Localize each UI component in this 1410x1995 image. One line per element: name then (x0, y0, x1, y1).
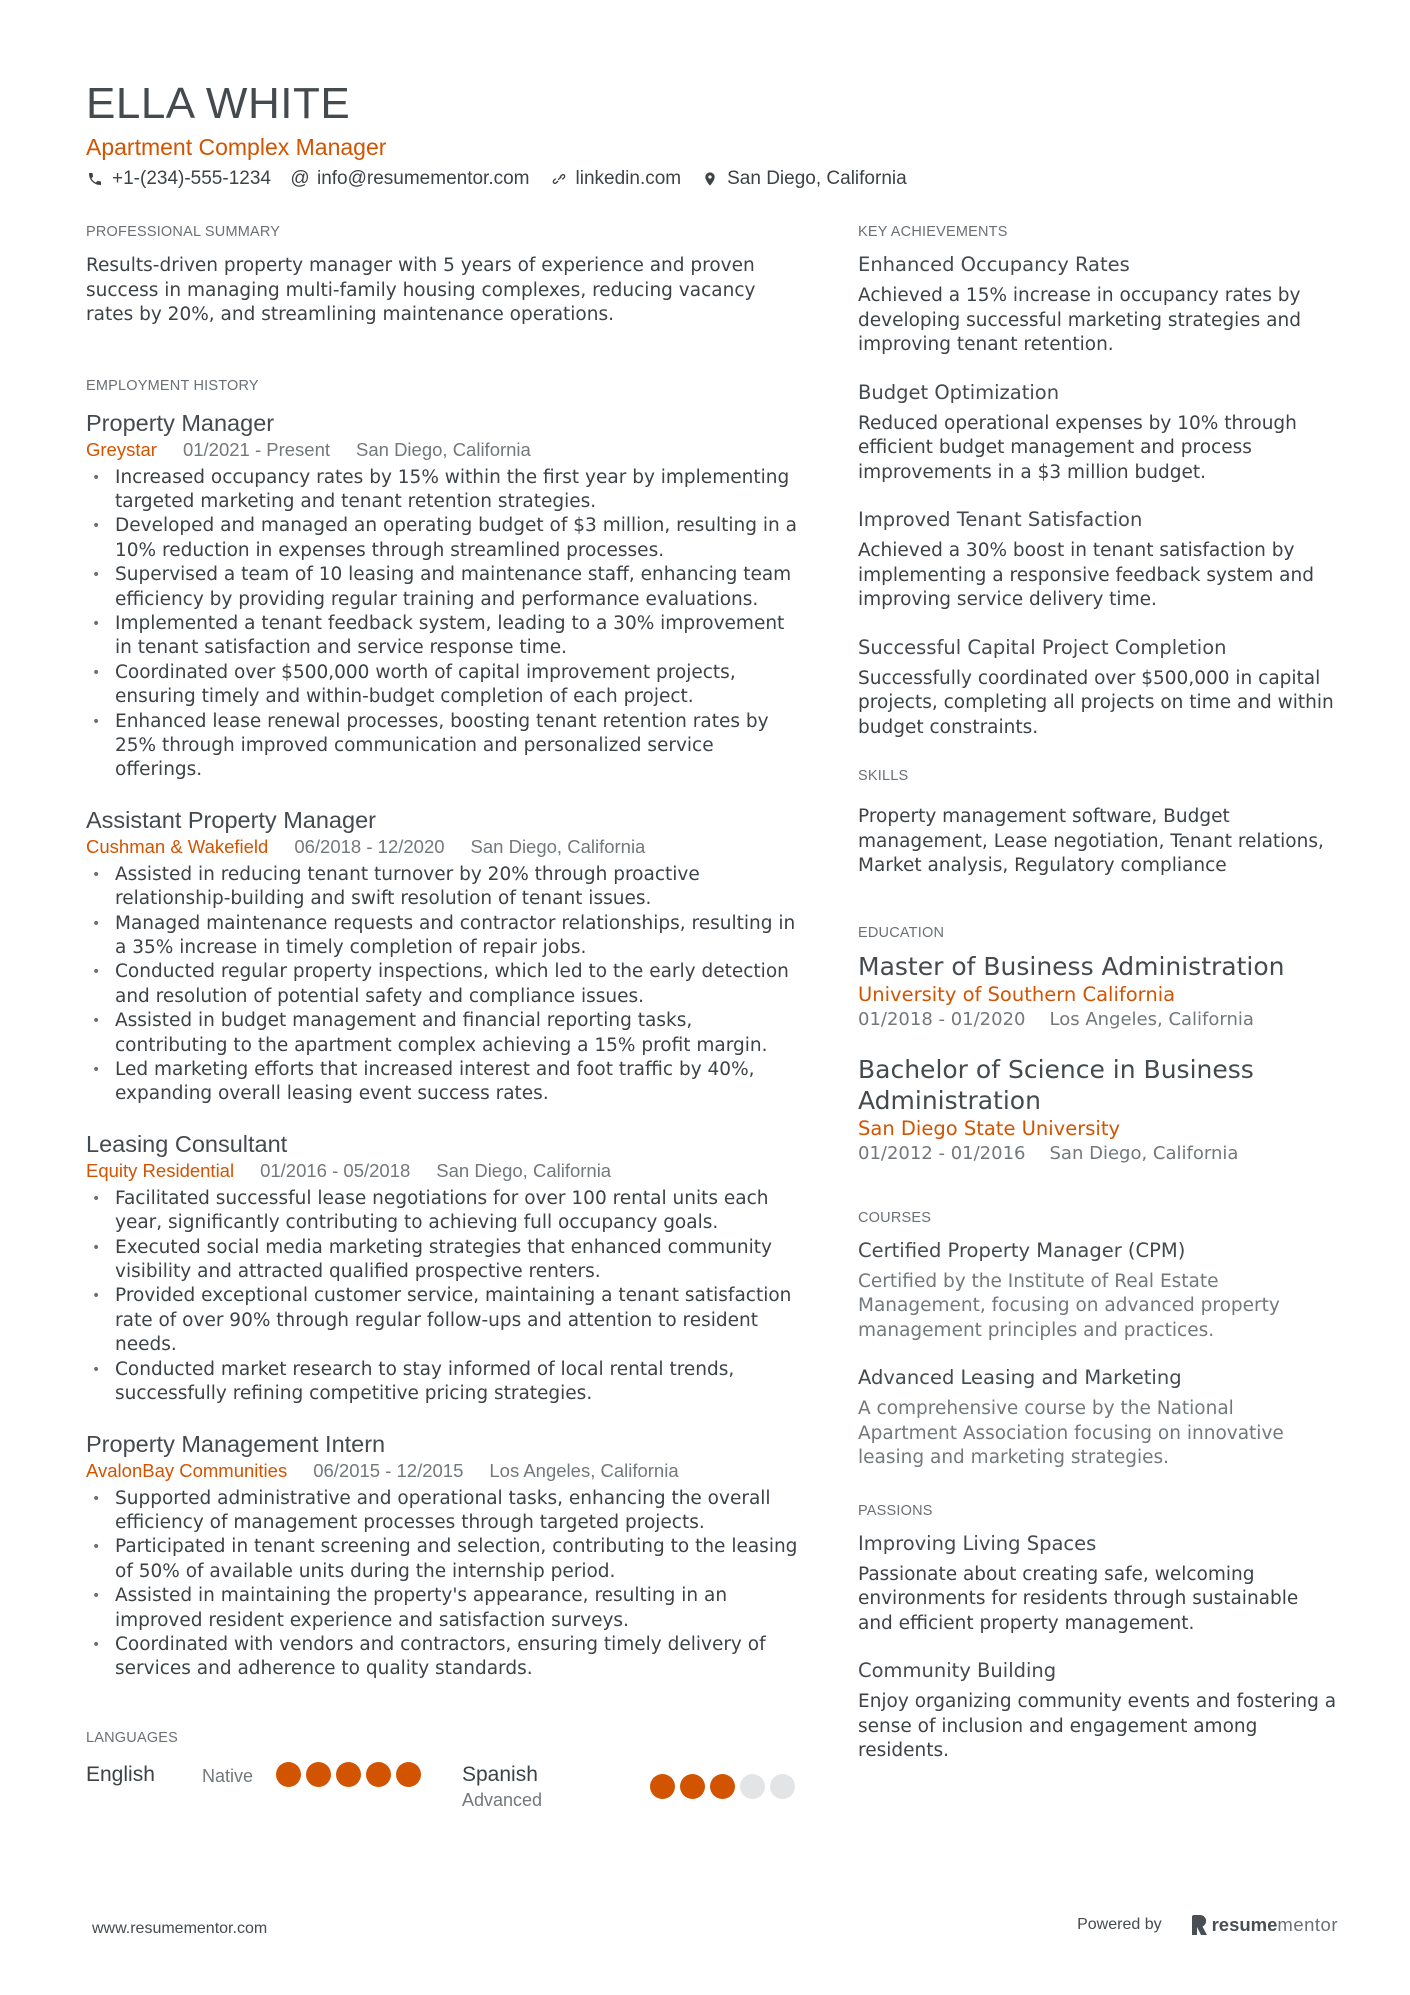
bullet-dot-icon: • (92, 664, 101, 681)
achievement-desc: Reduced operational expenses by 10% through efficient budget management and process improvements in a $3 million budget. (858, 412, 1297, 483)
bullet-item (86, 1284, 806, 1357)
bullet-text: Developed and managed an operating budget of $3 million, resulting in a 10% reduction in expenses through streamlined processes. (115, 515, 797, 561)
education-list (858, 951, 1338, 1166)
contact-location (701, 166, 907, 192)
education-meta (858, 1142, 1338, 1166)
bullet-dot-icon: • (92, 567, 101, 584)
course-list (858, 1238, 1338, 1471)
bullet-text: Executed social media marketing strategies that enhanced community visibility and attracted qualified prospective renters. (115, 1236, 772, 1283)
achievement-item (858, 380, 1338, 486)
section-heading: EMPLOYMENT HISTORY (86, 377, 259, 394)
bullet-dot-icon: • (92, 1539, 101, 1556)
achievement-item (858, 252, 1338, 358)
education-meta (858, 1008, 1338, 1032)
job-dates: 01/2016 - 05/2018 (260, 1159, 411, 1181)
bullet-dot-icon: • (92, 1588, 101, 1605)
bullet-item (86, 710, 806, 783)
footer-website-link[interactable]: www.resumementor.com (92, 1920, 268, 1937)
language-rating (650, 1774, 800, 1799)
achievement-title: Improved Tenant Satisfaction (858, 508, 1143, 531)
achievement-title: Successful Capital Project Completion (858, 635, 1227, 659)
bullet-text: Conducted regular property inspections, which led to the early detection and resolution of potential safety and compliance issues. (115, 961, 789, 1007)
company-name: Greystar (86, 438, 157, 460)
bullet-item (86, 612, 806, 661)
phone-text: +1-(234)-555-1234 (112, 168, 271, 189)
key-achievements-section (858, 222, 1338, 740)
bullet-dot-icon: • (92, 1190, 101, 1207)
degree-title: Master of Business Administration (858, 951, 1285, 981)
resume-header (86, 78, 1346, 192)
resumementor-logo-icon (1192, 1915, 1207, 1935)
bullet-dot-icon: • (92, 1239, 101, 1256)
bullet-text: Provided exceptional customer service, maintaining a tenant satisfaction rate of over 90% through regular follow-ups and attention to resident needs. (115, 1285, 792, 1356)
rating-dot-empty (740, 1774, 765, 1799)
achievement-item (858, 635, 1338, 741)
rating-dot-filled (366, 1762, 391, 1787)
bullet-item (86, 1535, 806, 1584)
passion-list (858, 1531, 1338, 1764)
map-pin-icon (701, 170, 719, 188)
job-bullets (86, 1187, 806, 1407)
bullet-item (86, 466, 806, 515)
bullet-item (86, 960, 806, 1009)
bullet-text: Facilitated successful lease negotiations for over 100 rental units each year, significantly contributing to achieving full occupancy goals. (115, 1187, 769, 1234)
job-entry (86, 408, 806, 783)
bullet-text: Assisted in reducing tenant turnover by 20% through proactive relationship-building and swift resolution of tenant issues. (115, 863, 700, 910)
bullet-item (86, 863, 806, 912)
left-column (86, 222, 806, 1812)
section-heading: PASSIONS (858, 1502, 933, 1519)
company-name: AvalonBay Communities (86, 1459, 288, 1481)
job-meta (86, 1159, 806, 1183)
right-column (858, 222, 1338, 1764)
language-list (86, 1762, 806, 1812)
passion-desc: Passionate about creating safe, welcoming environments for residents through sustainable and efficient property management. (858, 1563, 1299, 1634)
link-icon (550, 170, 568, 188)
achievement-title: Enhanced Occupancy Rates (858, 253, 1130, 276)
job-bullets (86, 863, 806, 1107)
language-name: Spanish (462, 1762, 538, 1786)
education-section (858, 923, 1338, 1166)
course-title: Advanced Leasing and Marketing (858, 1366, 1182, 1389)
rating-dot-filled (306, 1762, 331, 1787)
course-desc: A comprehensive course by the National Apartment Association focusing on innovative leasing and marketing strategies. (858, 1398, 1284, 1468)
bullet-dot-icon: • (92, 1490, 101, 1507)
company-name: Equity Residential (86, 1159, 235, 1181)
job-title: Assistant Property Manager (86, 806, 376, 833)
job-list (86, 408, 806, 1682)
contact-row (86, 166, 1346, 192)
job-location: San Diego, California (470, 835, 646, 857)
bullet-text: Supervised a team of 10 leasing and maintenance staff, enhancing team efficiency by providing regular training and performance evaluations. (115, 564, 792, 610)
candidate-name: ELLA WHITE (86, 79, 351, 128)
bullet-item (86, 1584, 806, 1633)
employment-history-section (86, 376, 806, 1682)
bullet-dot-icon: • (92, 469, 101, 486)
email-text: info@resumementor.com (316, 168, 530, 189)
rating-dot-filled (396, 1762, 421, 1787)
bullet-item (86, 1058, 806, 1107)
bullet-dot-icon: • (92, 1288, 101, 1305)
achievement-desc: Achieved a 30% boost in tenant satisfaction by implementing a responsive feedback system and improving service delivery time. (858, 540, 1314, 610)
bullet-dot-icon: • (92, 964, 101, 981)
bullet-item (86, 514, 806, 563)
rating-dot-filled (650, 1774, 675, 1799)
summary-text: Results-driven property manager with 5 years of experience and proven success in managing multi-family housing complexes, reducing vacancy rates by 20%, and streamlining maintenance operations. (86, 255, 756, 325)
course-item (858, 1238, 1338, 1344)
rating-dot-filled (680, 1774, 705, 1799)
bullet-text: Supported administrative and operational tasks, enhancing the overall efficiency of management processes through targeted projects. (115, 1487, 771, 1533)
passion-item (858, 1531, 1338, 1637)
courses-section (858, 1208, 1338, 1471)
location-text: San Diego, California (727, 168, 907, 189)
bullet-item (86, 1187, 806, 1236)
rating-dot-filled (276, 1762, 301, 1787)
skills-text: Property management software, Budget management, Lease negotiation, Tenant relations, Market analysis, Regulatory compliance (858, 806, 1324, 876)
job-entry (86, 1129, 806, 1407)
language-item (86, 1762, 462, 1788)
linkedin-text: linkedin.com (575, 168, 682, 189)
achievement-desc: Successfully coordinated over $500,000 in capital projects, completing all projects on time and within budget constraints. (858, 667, 1334, 738)
section-heading: KEY ACHIEVEMENTS (858, 224, 1008, 240)
achievement-list (858, 252, 1338, 740)
contact-email[interactable] (291, 166, 530, 192)
powered-by-label: Powered by (1077, 1916, 1162, 1933)
passion-title: Community Building (858, 1659, 1057, 1682)
bullet-item (86, 1009, 806, 1058)
passion-item (858, 1658, 1338, 1764)
achievement-item (858, 507, 1338, 613)
passion-desc: Enjoy organizing community events and fostering a sense of inclusion and engagement among residents. (858, 1691, 1337, 1761)
resumementor-brand[interactable] (1192, 1914, 1338, 1936)
passions-section (858, 1501, 1338, 1764)
candidate-title: Apartment Complex Manager (86, 134, 387, 160)
bullet-text: Enhanced lease renewal processes, boosting tenant retention rates by 25% through improved communication and personalized service offerings. (115, 710, 769, 781)
bullet-text: Managed maintenance requests and contractor relationships, resulting in a 35% increase in timely completion of repair jobs. (115, 912, 796, 958)
education-location: Los Angeles, California (1049, 1008, 1254, 1030)
bullet-text: Coordinated over $500,000 worth of capital improvement projects, ensuring timely and within-budget completion of each project. (115, 661, 736, 708)
rating-dot-filled (336, 1762, 361, 1787)
bullet-dot-icon: • (92, 1062, 101, 1079)
education-location: San Diego, California (1049, 1142, 1239, 1164)
language-name: English (86, 1762, 155, 1786)
footer-branding (1077, 1914, 1338, 1936)
professional-summary-section (86, 222, 806, 328)
school-name: University of Southern California (858, 982, 1176, 1006)
job-dates: 06/2018 - 12/2020 (294, 835, 445, 857)
course-title: Certified Property Manager (CPM) (858, 1238, 1186, 1262)
bullet-item (86, 1487, 806, 1536)
bullet-dot-icon: • (92, 866, 101, 883)
job-meta (86, 1459, 806, 1483)
company-name: Cushman & Wakefield (86, 835, 269, 857)
bullet-text: Assisted in budget management and financial reporting tasks, contributing to the apartment complex achieving a 15% profit margin. (115, 1010, 768, 1056)
job-dates: 06/2015 - 12/2015 (313, 1459, 464, 1481)
education-item (858, 1054, 1338, 1166)
bullet-dot-icon: • (92, 1013, 101, 1030)
school-name: San Diego State University (858, 1116, 1121, 1140)
rating-dot-empty (770, 1774, 795, 1799)
education-item (858, 951, 1338, 1032)
passion-title: Improving Living Spaces (858, 1531, 1097, 1555)
language-rating (276, 1762, 426, 1787)
brand-light: mentor (1277, 1914, 1338, 1935)
job-meta (86, 438, 806, 462)
section-heading: PROFESSIONAL SUMMARY (86, 224, 281, 240)
bullet-item (86, 1633, 806, 1682)
bullet-text: Implemented a tenant feedback system, leading to a 30% improvement in tenant satisfaction and service response time. (115, 612, 785, 659)
job-entry (86, 1429, 806, 1682)
job-entry (86, 805, 806, 1107)
section-heading: COURSES (858, 1209, 932, 1226)
bullet-item (86, 912, 806, 961)
bullet-text: Led marketing efforts that increased interest and foot traffic by 40%, expanding overall leasing event success rates. (115, 1059, 755, 1105)
bullet-item (86, 1358, 806, 1407)
section-heading: EDUCATION (858, 924, 945, 941)
bullet-dot-icon: • (92, 615, 101, 632)
bullet-dot-icon: • (92, 713, 101, 730)
job-bullets (86, 1487, 806, 1682)
bullet-dot-icon: • (92, 1361, 101, 1378)
phone-icon (86, 170, 104, 188)
job-title: Property Management Intern (86, 1430, 386, 1457)
contact-linkedin[interactable] (550, 166, 682, 192)
section-heading: LANGUAGES (86, 1729, 179, 1746)
bullet-text: Assisted in maintaining the property's appearance, resulting in an improved resident experience and satisfaction surveys. (115, 1585, 728, 1631)
education-dates: 01/2012 - 01/2016 (858, 1142, 1026, 1164)
bullet-text: Participated in tenant screening and selection, contributing to the leasing of 50% of available units during the internship period. (115, 1536, 798, 1582)
job-location: San Diego, California (436, 1159, 612, 1181)
bullet-item (86, 661, 806, 710)
education-dates: 01/2018 - 01/2020 (858, 1008, 1026, 1030)
language-item (462, 1762, 802, 1812)
bullet-text: Coordinated with vendors and contractors, ensuring timely delivery of services and adherence to quality standards. (115, 1633, 766, 1680)
rating-dot-filled (710, 1774, 735, 1799)
language-name-block (462, 1762, 650, 1812)
bullet-item (86, 563, 806, 612)
brand-bold: resume (1211, 1914, 1278, 1935)
bullet-dot-icon: • (92, 518, 101, 535)
degree-title: Bachelor of Science in Business Administration (858, 1054, 1254, 1115)
bullet-item (86, 1236, 806, 1285)
bullet-dot-icon: • (92, 1636, 101, 1653)
languages-section (86, 1728, 806, 1812)
skills-section (858, 766, 1338, 879)
job-title: Property Manager (86, 409, 275, 436)
achievement-desc: Achieved a 15% increase in occupancy rates by developing successful marketing strategies and improving tenant retention. (858, 285, 1301, 355)
job-dates: 01/2021 - Present (182, 438, 331, 460)
achievement-title: Budget Optimization (858, 380, 1060, 404)
course-item (858, 1365, 1338, 1471)
bullet-dot-icon: • (92, 915, 101, 932)
job-meta (86, 835, 806, 859)
contact-phone[interactable] (86, 166, 271, 192)
job-bullets (86, 466, 806, 783)
course-desc: Certified by the Institute of Real Estate Management, focusing on advanced property management principles and practices. (858, 1270, 1280, 1341)
job-title: Leasing Consultant (86, 1130, 288, 1157)
at-icon: @ (290, 168, 310, 189)
job-location: San Diego, California (356, 438, 531, 460)
language-level: Advanced (462, 1789, 543, 1810)
language-level: Native (202, 1765, 254, 1786)
bullet-text: Increased occupancy rates by 15% within the first year by implementing targeted marketing and tenant retention strategies. (115, 466, 790, 512)
bullet-text: Conducted market research to stay informed of local rental trends, successfully refining competitive pricing strategies. (115, 1358, 735, 1405)
job-location: Los Angeles, California (489, 1459, 679, 1481)
section-heading: SKILLS (858, 768, 909, 784)
